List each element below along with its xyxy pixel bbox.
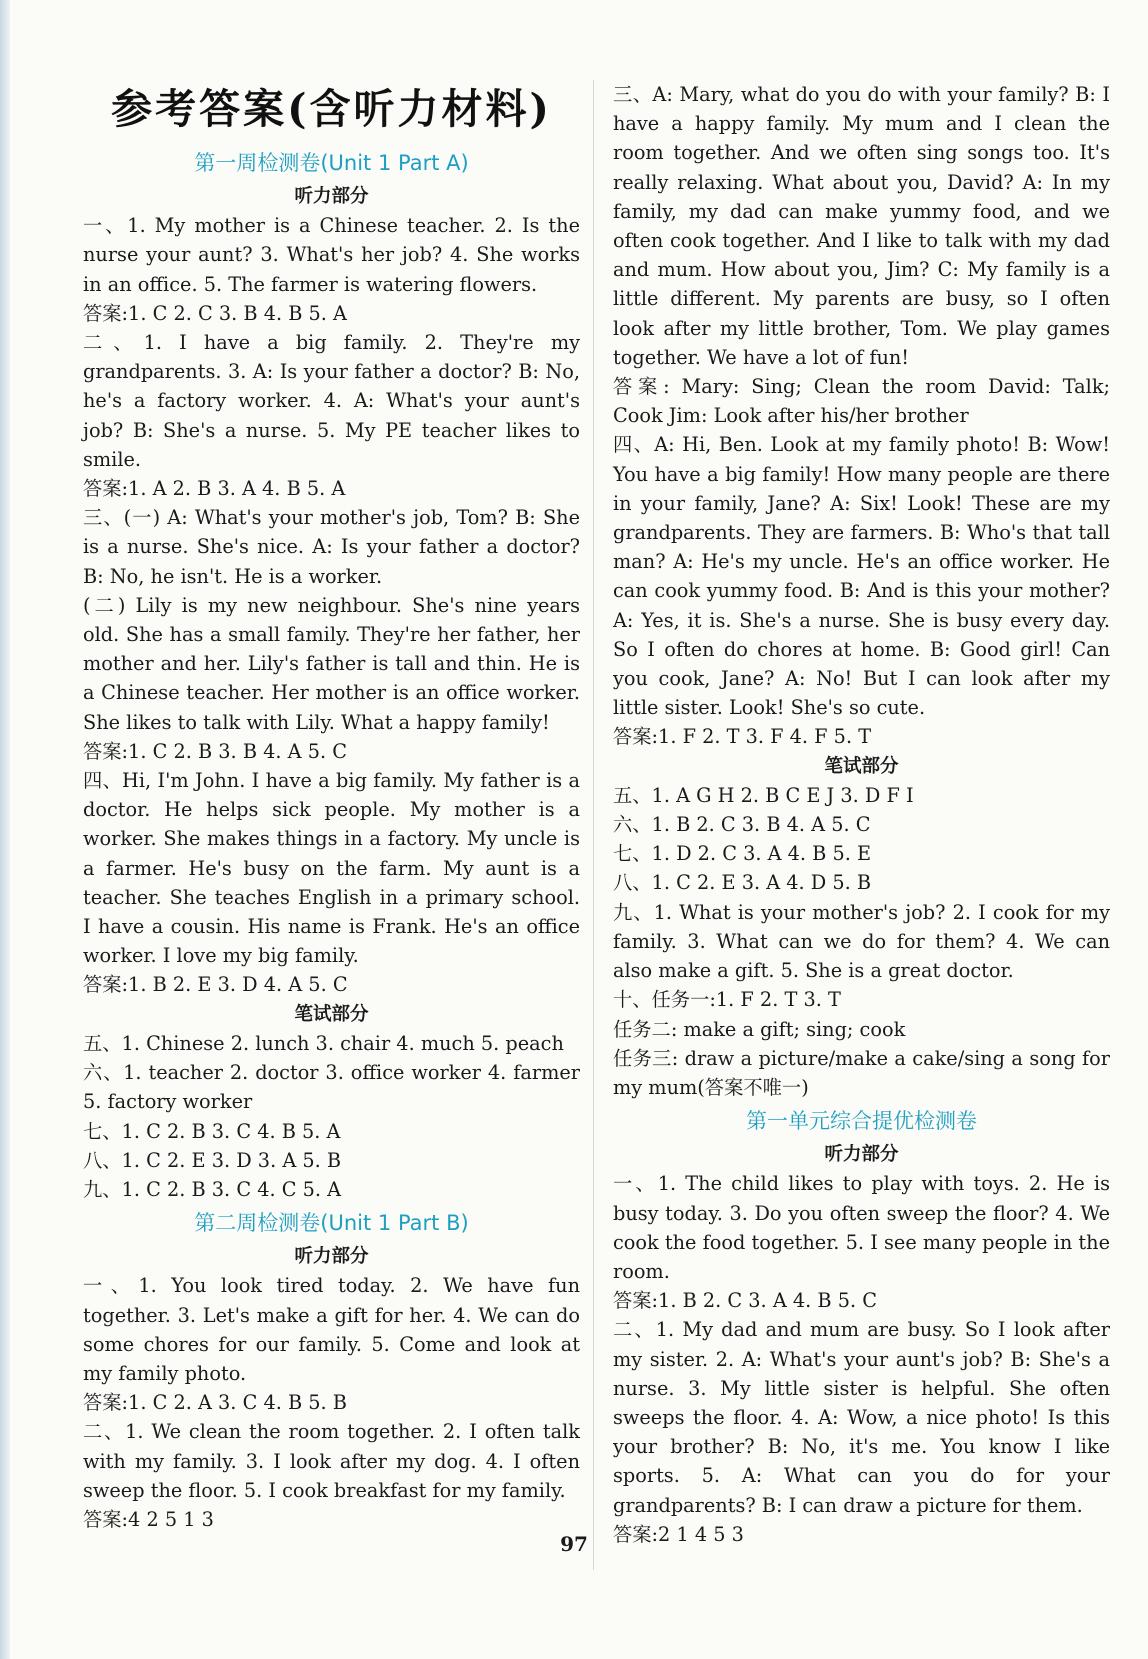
writing-answer-10-task1: 十、任务一:1. F 2. T 3. T xyxy=(613,988,841,1012)
writing-answer-7: 七、1. D 2. C 3. A 4. B 5. E xyxy=(613,842,872,866)
listening-script-2: 二、1. I have a big family. 2. They're my grandparents. 3. A: Is your father a doctor? B: No, he's a factory worker. 4. A: What's your aunt's job? B: She's a nurse. 5. My PE teacher likes to smile. xyxy=(83,331,580,471)
listening-heading: 听力部分 xyxy=(294,186,369,207)
writing-answer-10-task2: 任务二: make a gift; sing; cook xyxy=(613,1017,906,1041)
answer-line: 答案:1. C 2. C 3. B 4. B 5. A xyxy=(83,301,347,325)
listening-script-1: 一、1. You look tired today. 2. We have fun together. 3. Let's make a gift for her. 4. We can do some chores for our family. 5. Come and look at my family photo. xyxy=(83,1274,580,1385)
writing-heading: 笔试部分 xyxy=(294,1003,369,1025)
answer-line: 答案:1. A 2. B 3. A 4. B 5. A xyxy=(83,477,346,501)
listening-script-3: 三、A: Mary, what do you do with your family? B: I have a happy family. My mum and I clean the room together. And we often sing songs too. It's really relaxing. What about you, David? A: In my family, my dad can make yummy food, and we often cook together. And I like to talk with my dad and mum. How about you, Jim? C: My family is a little different. My parents are busy, so I often look after my little brother, Tom. We play games together. We have a lot of fun! xyxy=(613,83,1110,369)
page-spine-edge xyxy=(0,0,10,1659)
listening-script-2: 二、1. We clean the room together. 2. I often talk with my family. 3. I look after my dog. 4. I often sweep the floor. 5. I cook breakfast for my family. xyxy=(83,1420,580,1502)
writing-answer-6: 六、1. B 2. C 3. B 4. A 5. C xyxy=(613,813,871,837)
listening-script-1: 一、1. The child likes to play with toys. 2. He is busy today. 3. Do you often sweep the floor? 4. We cook the food together. 5. I see many people in the room. xyxy=(613,1172,1110,1283)
listening-script-2: 二、1. My dad and mum are busy. So I look after my sister. 2. A: What's your aunt's job? B: She's a nurse. 3. My little sister is helpful. She often sweeps the floor. 4. A: Wow, a nice photo! Is this your brother? B: No, it's me. You know I like sports. 5. A: What can you do for your grandparents? B: I can draw a picture for them. xyxy=(613,1318,1110,1517)
answer-line: 答案: Mary: Sing; Clean the room David: Talk; Cook Jim: Look after his/her brother xyxy=(613,375,1110,428)
answer-line: 答案:2 1 4 5 3 xyxy=(613,1522,744,1546)
answer-line: 答案:1. F 2. T 3. F 4. F 5. T xyxy=(613,725,872,749)
writing-answer-8: 八、1. C 2. E 3. D 3. A 5. B xyxy=(83,1148,342,1172)
writing-answer-10-task3: 任务三: draw a picture/make a cake/sing a song for my mum(答案不唯一) xyxy=(613,1046,1110,1099)
writing-answer-9: 九、1. C 2. B 3. C 4. C 5. A xyxy=(83,1177,342,1201)
answer-line: 答案:1. B 2. C 3. A 4. B 5. C xyxy=(613,1289,877,1313)
answer-line: 答案:1. C 2. B 3. B 4. A 5. C xyxy=(83,739,347,763)
listening-heading: 听力部分 xyxy=(824,1144,899,1166)
page-title: 参考答案(含听力材料) xyxy=(111,85,552,133)
answer-line: 答案:4 2 5 1 3 xyxy=(83,1507,214,1531)
column-divider xyxy=(593,80,594,1570)
listening-heading: 听力部分 xyxy=(294,1246,369,1268)
section-title-week1: 第一周检测卷(Unit 1 Part A) xyxy=(194,151,469,175)
section-title-week2: 第二周检测卷(Unit 1 Part B) xyxy=(194,1211,469,1236)
page-number: 97 xyxy=(560,1532,588,1556)
listening-script-3a: 三、(一) A: What's your mother's job, Tom? B: She is a nurse. She's nice. A: Is your father a doctor? B: No, he isn't. He is a worker. xyxy=(83,506,580,588)
writing-answer-5: 五、1. A G H 2. B C E J 3. D F I xyxy=(613,783,914,807)
answer-line: 答案:1. C 2. A 3. C 4. B 5. B xyxy=(83,1391,347,1415)
writing-answer-6: 六、1. teacher 2. doctor 3. office worker 4. farmer 5. factory worker xyxy=(83,1061,580,1114)
listening-script-1: 一、1. My mother is a Chinese teacher. 2. Is the nurse your aunt? 3. What's her job? 4. She works in an office. 5. The farmer is watering flowers. xyxy=(83,214,580,296)
writing-answer-7: 七、1. C 2. B 3. C 4. B 5. A xyxy=(83,1119,341,1143)
writing-answer-9: 九、1. What is your mother's job? 2. I cook for my family. 3. What can we do for them? 4. We can also make a gift. 5. She is a great doctor. xyxy=(613,900,1110,983)
listening-script-4: 四、Hi, I'm John. I have a big family. My father is a doctor. He helps sick people. My mother is a worker. She makes things in a factory. My uncle is a farmer. He's busy on the farm. My aunt is a teacher. She teaches English in a primary school. I have a cousin. His name is Frank. He's an office worker. I love my big family. xyxy=(83,769,580,968)
listening-script-3b: (二) Lily is my new neighbour. She's nine years old. She has a small family. They're her father, her mother and her. Lily's father is tall and thin. He is a Chinese teacher. Her mother is an office worker. She likes to talk with Lily. What a happy family! xyxy=(83,593,580,734)
answer-line: 答案:1. B 2. E 3. D 4. A 5. C xyxy=(83,973,348,997)
left-column xyxy=(83,80,580,1534)
listening-script-4: 四、A: Hi, Ben. Look at my family photo! B: Wow! You have a big family! How many people are there in your family, Jane? A: Six! Look! These are my grandparents. They are farmers. B: Who's that tall man? A: He's my uncle. He's an office worker. He can cook yummy food. B: And is this your mother? A: Yes, it is. She's a nurse. She is busy every day. So I often do chores at home. B: Good girl! Can you cook, Jane? A: No! But I can look after my little sister. Look! She's so cute. xyxy=(613,433,1110,720)
right-column xyxy=(613,80,1110,1549)
section-title-unit1-review: 第一单元综合提优检测卷 xyxy=(746,1109,977,1134)
writing-answer-5: 五、1. Chinese 2. lunch 3. chair 4. much 5. peach xyxy=(83,1031,564,1055)
writing-heading: 笔试部分 xyxy=(824,755,899,777)
writing-answer-8: 八、1. C 2. E 3. A 4. D 5. B xyxy=(613,871,872,895)
